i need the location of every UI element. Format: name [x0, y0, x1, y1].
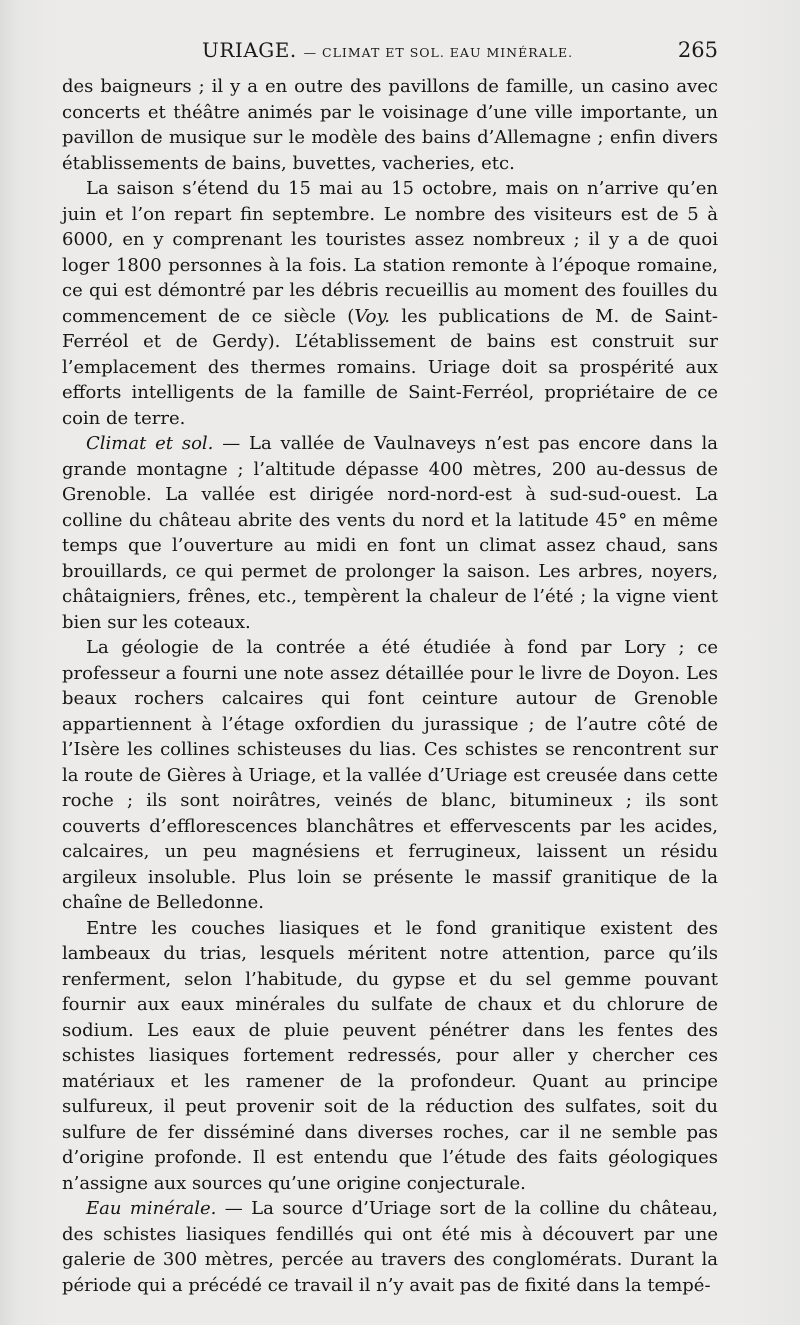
header-title-main: URIAGE.: [202, 38, 297, 62]
paragraph-6: [62, 1196, 718, 1298]
header-title: [202, 38, 573, 62]
paragraph-3-text: — La vallée de Vaulnaveys n’est pas encore dans la grande montagne ; l’altitude dépasse 400 mètres, 200 au-dessus de Grenoble. La vallée est dirigée nord-nord-est à sud-sud-ouest. La colline du château abrite des vents du nord et la latitude 45° en même temps que l’ouverture au midi en font un climat assez chaud, sans brouillards, ce qui permet de prolonger la saison. Les arbres, noyers, châtaigniers, frênes, etc., tempèrent la chaleur de l’été ; la vigne vient bien sur les coteaux.: [62, 433, 718, 633]
page-number: 265: [677, 38, 718, 62]
body-text: [62, 74, 718, 1298]
paragraph-6-text: — La source d’Uriage sort de la colline du château, des schistes liasiques fendillés qui ont été mis à découvert par une galerie de 300 mètres, percée au travers des conglomérats. Durant la période qui a précédé ce travail il n’y avait pas de fixité dans la tempé-: [62, 1198, 718, 1296]
paragraph-2-part-b: les publications de M. de Saint-Ferréol et de Gerdy). L’établissement de bains est construit sur l’emplacement des thermes romains. Uriage doit sa prospérité aux efforts intelligents de la famille de Saint-Ferréol, propriétaire de ce coin de terre.: [62, 305, 718, 429]
paragraph-4: La géologie de la contrée a été étudiée à fond par Lory ; ce professeur a fourni une note assez détaillée pour le livre de Doyon. Les beaux rochers calcaires qui font ceinture autour de Grenoble appartiennent à l’étage oxfordien du jurassique ; de l’autre côté de l’Isère les collines schisteuses du lias. Ces schistes se rencontrent sur la route de Gières à Uriage, et la vallée d’Uriage est creusée dans cette roche ; ils sont noirâtres, veinés de blanc, bitumineux ; ils sont couverts d’efflorescences blanchâtres et effervescents par les acides, calcaires, un peu magnésiens et ferrugineux, laissent un résidu argileux insoluble. Plus loin se présente le massif granitique de la chaîne de Belledonne.: [62, 637, 718, 913]
running-header: [62, 38, 718, 70]
paragraph-2: [62, 176, 718, 431]
section-heading-eau: Eau minérale.: [86, 1198, 217, 1219]
header-subtitle: — CLIMAT ET SOL. EAU MINÉRALE.: [303, 45, 574, 60]
paragraph-1: des baigneurs ; il y a en outre des pavillons de famille, un casino avec concerts et théâtre animés par le voisinage d’une ville importante, un pavillon de musique sur le modèle des bains d’Allemagne ; enfin divers établissements de bains, buvettes, vacheries, etc.: [62, 76, 718, 174]
paragraph-2-part-a: La saison s’étend du 15 mai au 15 octobre, mais on n’arrive qu’en juin et l’on repart fin septembre. Le nombre des visiteurs est de 5 à 6000, en y comprenant les touristes assez nombreux ; il y a de quoi loger 1800 personnes à la fois. La station remonte à l’époque romaine, ce qui est démontré par les débris recueillis au moment des fouilles du commencement de ce siècle (: [62, 178, 718, 327]
section-heading-climat: Climat et sol.: [86, 433, 214, 454]
paragraph-2-voy: Voy.: [354, 305, 390, 327]
paragraph-5: Entre les couches liasiques et le fond granitique existent des lambeaux du trias, lesquels méritent notre attention, parce qu’ils renferment, selon l’habitude, du gypse et du sel gemme pouvant fournir aux eaux minérales du sulfate de chaux et du chlorure de sodium. Les eaux de pluie peuvent pénétrer dans les fentes des schistes liasiques fortement redressés, pour aller y chercher ces matériaux et les ramener de la profondeur. Quant au principe sulfureux, il peut provenir soit de la réduction des sulfates, soit du sulfure de fer disséminé dans diverses roches, car il ne semble pas d’origine profonde. Il est entendu que l’étude des faits géologiques n’assigne aux sources qu’une origine conjecturale.: [62, 917, 718, 1194]
paragraph-3: [62, 431, 718, 635]
